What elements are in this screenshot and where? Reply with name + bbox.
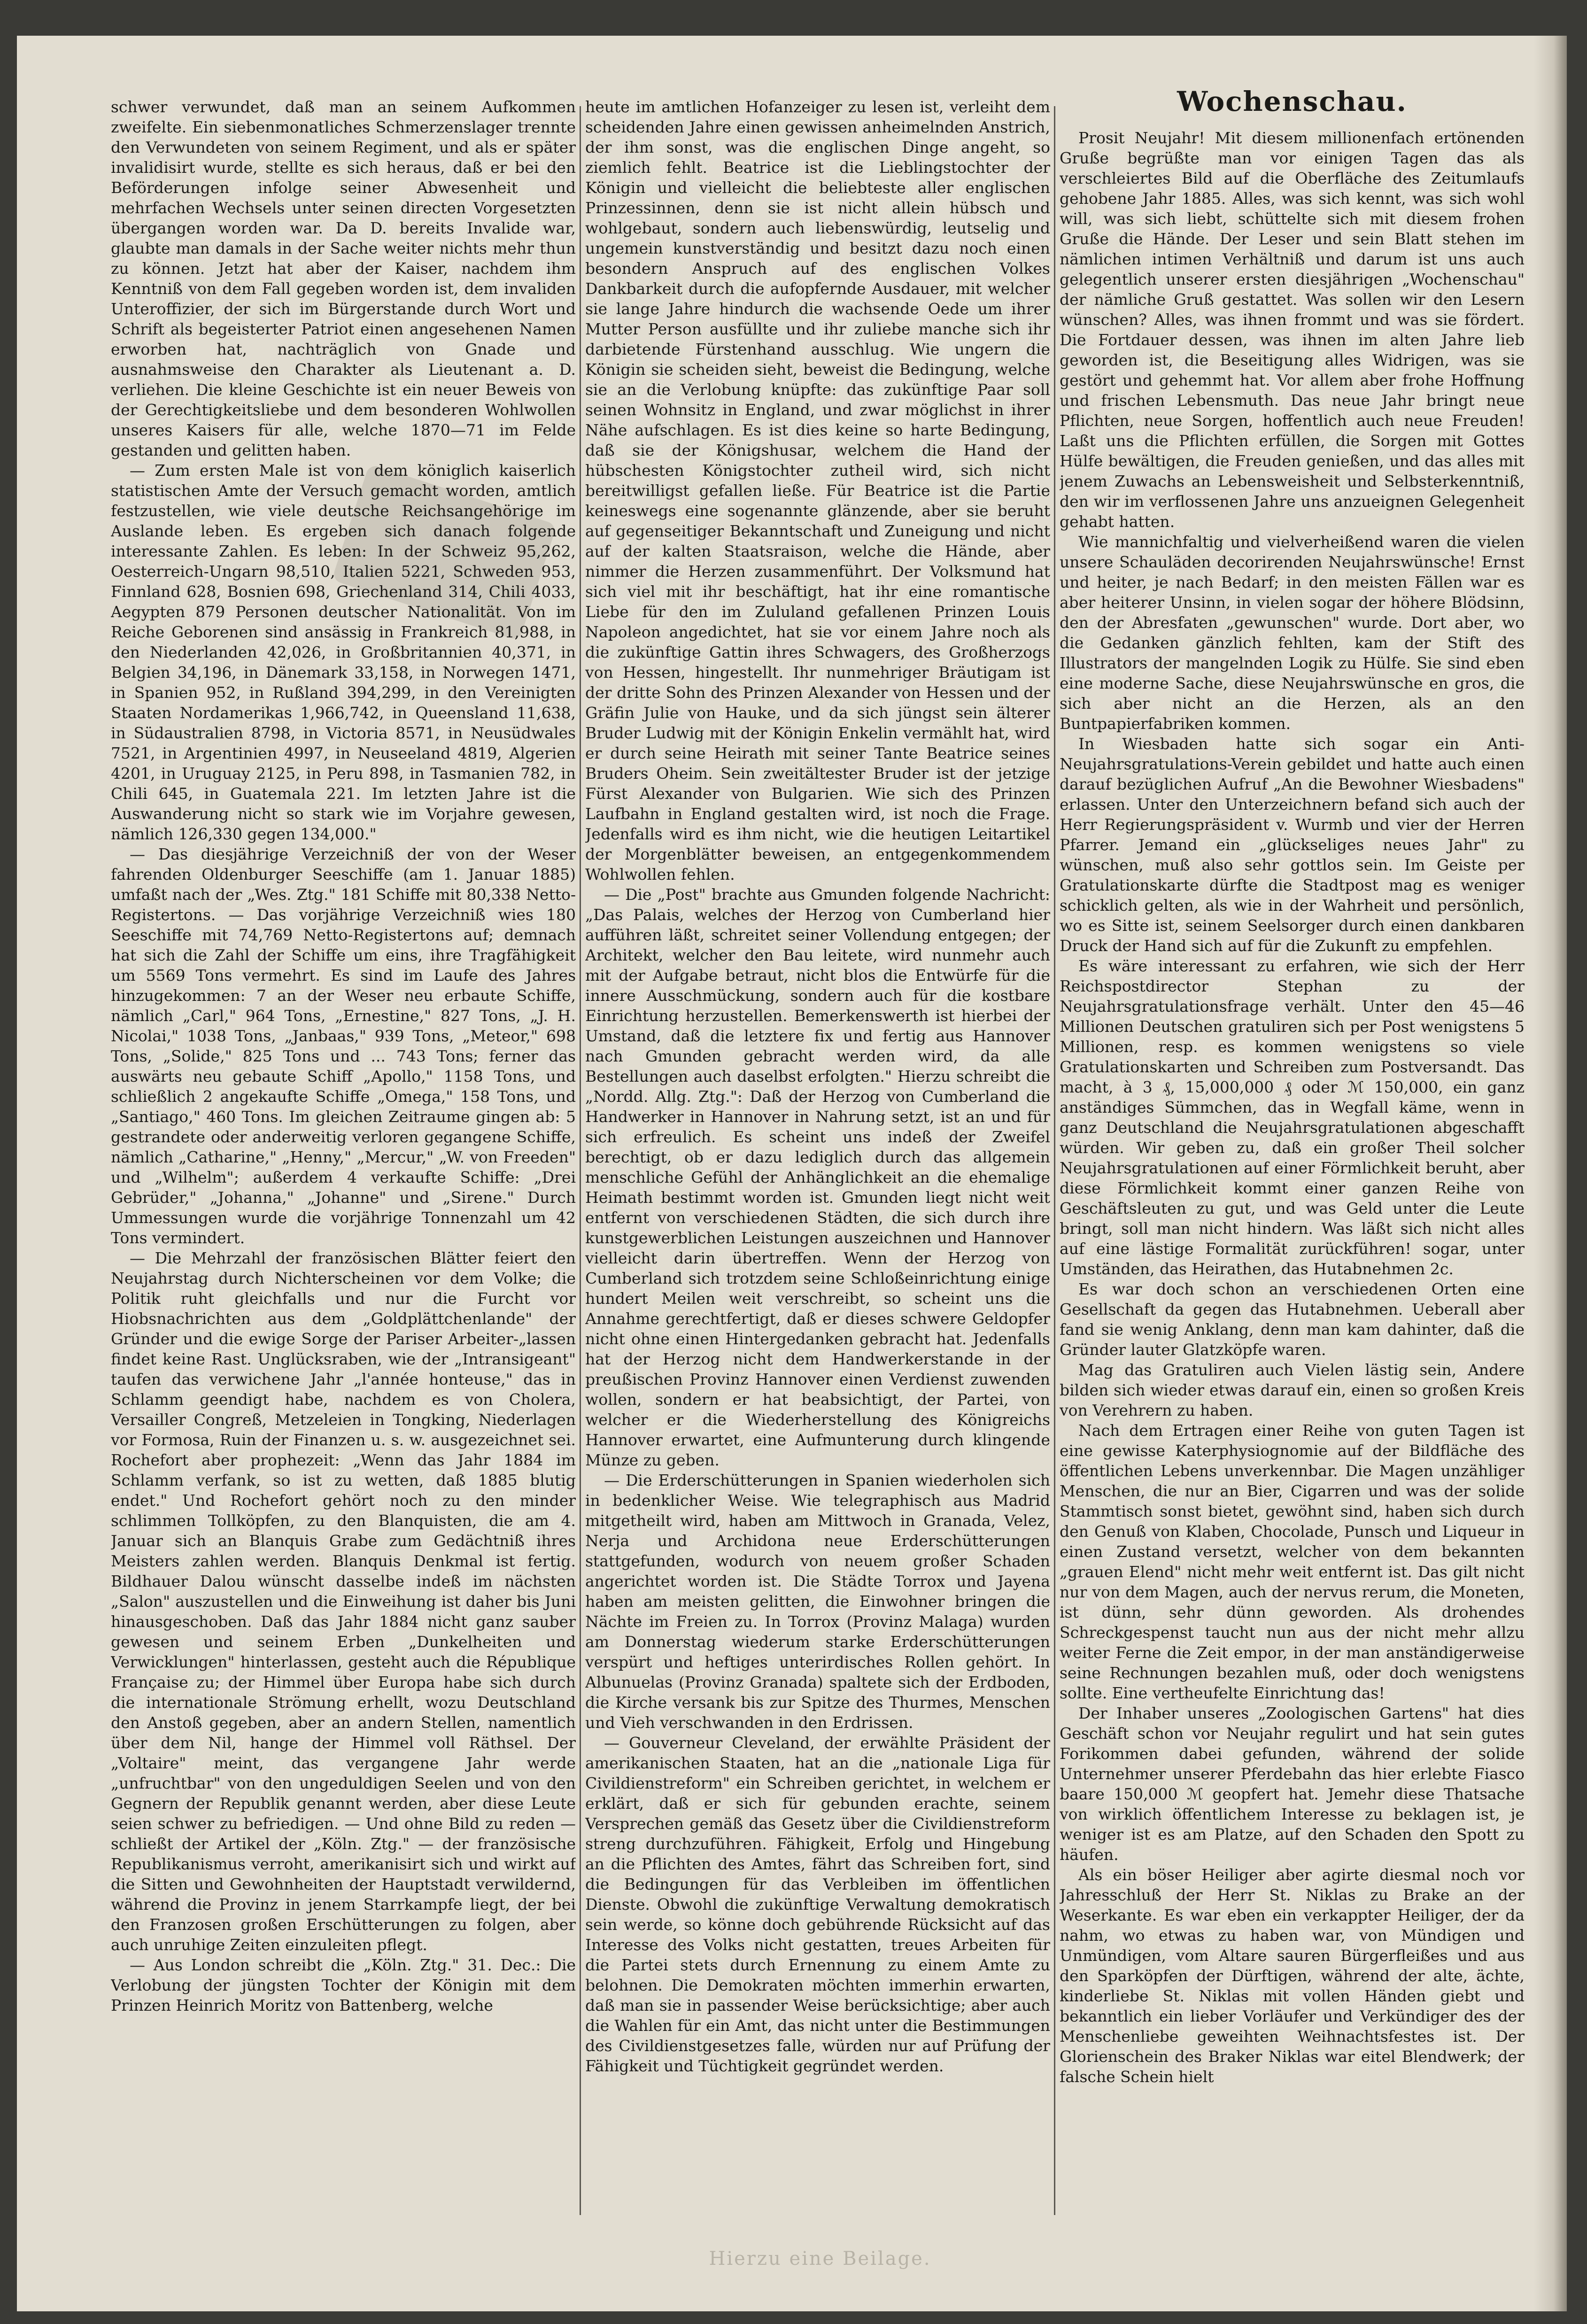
paragraph: — Die Erderschütterungen in Spanien wiederholen sich in bedenklicher Weise. Wie telegraphisch aus Madrid mitgetheilt wird, haben am Mittwoch in Granada, Velez, Nerja und Archidona neue Erderschütterungen stattgefunden, wodurch von neuem großer Schaden angerichtet worden ist. Die Städte Torrox und Jayena haben am meisten gelitten, die Einwohner bringen die Nächte im Freien zu. In Torrox (Provinz Malaga) wurden am Donnerstag wiederum starke Erderschütterungen verspürt und heftiges unterirdisches Rollen gehört. In Albunuelas (Provinz Granada) spaltete sich der Erdboden, die Kirche versank bis zur Spitze des Thurmes, Menschen und Vieh verschwanden in den Erdrissen. bbox=[585, 1471, 1050, 1732]
paragraph: Als ein böser Heiliger aber agirte diesmal noch vor Jahresschluß der Herr St. Niklas zu Brake an der Weserkante. Es war eben ein verkappter Heiliger, der da nahm, wo etwas zu haben war, von Mündigen und Unmündigen, vom Altare sauren Bürgerfleißes und aus den Sparköpfen der Dürftigen, während der alte, ächte, kinderliebe St. Niklas mit vollen Händen giebt und bekanntlich ein lieber Vorläufer und Verkündiger des der Menschenliebe geweihten Weihnachtsfestes ist. Der Glorienschein des Braker Niklas war eitel Blendwerk; der falsche Schein hielt bbox=[1060, 1866, 1525, 2086]
column-left bbox=[111, 97, 576, 2224]
paragraph: heute im amtlichen Hofanzeiger zu lesen ist, verleiht dem scheidenden Jahre einen gewissen anheimelnden Anstrich, der ihm sonst, was die englischen Dinge angeht, so ziemlich fehlt. Beatrice ist die Lieblingstochter der Königin und vielleicht die beliebteste aller englischen Prinzessinnen, denn sie ist nicht allein hübsch und wohlgebaut, sondern auch liebenswürdig, leutselig und ungemein kunstverständig und besitzt dazu noch einen besondern Anspruch auf des englischen Volkes Dankbarkeit durch die aufopfernde Ausdauer, mit welcher sie lange Jahre hindurch die wachsende Oede um ihrer Mutter Person ausfüllte und ihr zuliebe manche sich ihr darbietende Fürstenhand ausschlug. Wie ungern die Königin sie scheiden sieht, beweist die Bedingung, welche sie an die Verlobung knüpfte: das zukünftige Paar soll seinen Wohnsitz in England, und zwar möglichst in ihrer Nähe aufschlagen. Es ist dies keine so harte Bedingung, daß sie der Königshusar, welchem die Hand der hübschesten Königstochter zutheil wird, sich nicht bereitwilligst gefallen ließe. Für Beatrice ist die Partie keineswegs eine sogenannte glänzende, aber sie beruht auf gegenseitiger Bekanntschaft und Zuneigung und nicht auf der kalten Staatsraison, welche die Hände, aber nimmer die Herzen zusammenführt. Der Volksmund hat sich viel mit ihr beschäftigt, hat ihr eine romantische Liebe für den im Zululand gefallenen Prinzen Louis Napoleon angedichtet, hat sie vor einem Jahre noch als die zukünftige Gattin ihres Schwagers, des Großherzogs von Hessen, hingestellt. Ihr nunmehriger Bräutigam ist der dritte Sohn des Prinzen Alexander von Hessen und der Gräfin Julie von Hauke, und da sich jüngst sein älterer Bruder Ludwig mit der Königin Enkelin vermählt hat, wird er durch seine Heirath mit seiner Tante Beatrice seines Bruders Oheim. Sein zweitältester Bruder ist der jetzige Fürst Alexander von Bulgarien. Wie sich des Prinzen Laufbahn in England gestalten wird, ist noch die Frage. Jedenfalls wird es ihm nicht, wie die heutigen Leitartikel der Morgenblätter beweisen, an entgegenkommendem Wohlwollen fehlen. bbox=[585, 98, 1050, 883]
paragraph: Wie mannichfaltig und vielverheißend waren die vielen unsere Schauläden decorirenden Neujahrswünsche! Ernst und heiter, je nach Bedarf; in den meisten Fällen war es aber heiterer Unsinn, in vielen sogar der höhere Blödsinn, den der Abresfaten „gewunschen" wurde. Dort aber, wo die Gedanken gänzlich fehlten, kam der Stift des Illustrators der mangelnden Logik zu Hülfe. Sie sind eben eine moderne Sache, diese Neujahrswünsche en gros, die sich aber nicht an die Herzen, als an den Buntpapierfabriken kommen. bbox=[1060, 533, 1525, 733]
paragraph: In Wiesbaden hatte sich sogar ein Anti-Neujahrsgratulations-Verein gebildet und hatte auch einen darauf bezüglichen Aufruf „An die Bewohner Wiesbadens" erlassen. Unter den Unterzeichnern befand sich auch der Herr Regierungspräsident v. Wurmb und vier der Herren Pfarrer. Jemand ein „glückseliges neues Jahr" zu wünschen, muß also sehr gottlos sein. Im Geiste per Gratulationskarte dürfte die Stadtpost mag es weniger schicklich gelten, als wie in der Wahrheit und persönlich, wo es Sitte ist, seinem Seelsorger durch einen dankbaren Druck der Hand sich auf für die Zukunft zu empfehlen. bbox=[1060, 735, 1525, 955]
paragraph: — Die Mehrzahl der französischen Blätter feiert den Neujahrstag durch Nichterscheinen vor dem Volke; die Politik ruht gleichfalls und nur die Furcht vor Hiobsnachrichten aus dem „Goldplättchenlande" der Gründer und die ewige Sorge der Pariser Arbeiter-„lassen findet keine Rast. Unglücksraben, wie der „Intransigeant" taufen das verwichene Jahr „l'année honteuse," das in Schlamm geendigt habe, nachdem es von Cholera, Versailler Congreß, Metzeleien in Tongking, Niederlagen vor Formosa, Ruin der Finanzen u. s. w. ausgezeichnet sei. Rochefort aber prophezeit: „Wenn das Jahr 1884 im Schlamm verfank, so ist zu wetten, daß 1885 blutig endet." Und Rochefort gehört noch zu den minder schlimmen Tollköpfen, zu den Blanquisten, die am 4. Januar sich an Blanquis Grabe zum Gedächtniß ihres Meisters zahlen werden. Blanquis Denkmal ist fertig. Bildhauer Dalou wünscht dasselbe indeß im nächsten „Salon" auszustellen und die Einweihung ist daher bis Juni hinausgeschoben. Daß das Jahr 1884 nicht ganz sauber gewesen und seinem Erben „Dunkelheiten und Verwicklungen" hinterlassen, gesteht auch die République Française zu; der Himmel über Europa habe sich durch die internationale Strömung erhellt, wozu Deutschland den Anstoß gegeben, aber an andern Stellen, namentlich über dem Nil, hange der Himmel voll Räthsel. Der „Voltaire" meint, das vergangene Jahr werde „unfruchtbar" von den ungeduldigen Seelen und von den Gegnern der Republik genannt werden, aber diese Leute seien schwer zu befriedigen. — Und ohne Bild zu reden — schließt der Artikel der „Köln. Ztg." — der französische Republikanismus verroht, amerikanisirt sich und wirkt auf die Sitten und Gewohnheiten der Hauptstadt verwildernd, während die Provinz in jenem Starrkampfe liegt, der bei den Franzosen großen Erschütterungen zu folgen, aber auch unruhige Zeiten einzuleiten pflegt. bbox=[111, 1249, 576, 1954]
newspaper-page bbox=[17, 36, 1567, 2311]
paragraph: Mag das Gratuliren auch Vielen lästig sein, Andere bilden sich wieder etwas darauf ein, einen so großen Kreis von Verehrern zu haben. bbox=[1060, 1361, 1525, 1419]
paragraph: schwer verwundet, daß man an seinem Aufkommen zweifelte. Ein siebenmonatliches Schmerzenslager trennte den Verwundeten von seinem Regiment, und als er später invalidisirt wurde, stellte es sich heraus, daß er bei den Beförderungen infolge seiner Abwesenheit und mehrfachen Wechsels unter seinen directen Vorgesetzten übergangen worden war. Da D. bereits Invalide war, glaubte man damals in der Sache weiter nichts mehr thun zu können. Jetzt hat aber der Kaiser, nachdem ihm Kenntniß von dem Fall gegeben worden ist, dem invaliden Unteroffizier, der sich im Bürgerstande durch Wort und Schrift als begeisterter Patriot einen angesehenen Namen erworben hat, nachträglich von Gnade und ausnahmsweise den Charakter als Lieutenant a. D. verliehen. Die kleine Geschichte ist ein neuer Beweis von der Gerechtigkeitsliebe und dem besonderen Wohlwollen unseres Kaisers für alle, welche 1870—71 im Felde gestanden und gelitten haben. bbox=[111, 98, 576, 459]
paragraph: Es wäre interessant zu erfahren, wie sich der Herr Reichspostdirector Stephan zu der Neujahrsgratulationsfrage verhält. Unter den 45—46 Millionen Deutschen gratuliren sich per Post wenigstens 5 Millionen, resp. es kommen wenigstens so viele Gratulationskarten und Schreiben zum Postversandt. Das macht, à 3 ₰, 15,000,000 ₰ oder ℳ 150,000, ein ganz anständiges Sümmchen, das in Wegfall käme, wenn in ganz Deutschland die Neujahrsgratulationen abgeschafft würden. Wir geben zu, daß ein großer Theil solcher Neujahrsgratulationen auf einer Förmlichkeit beruht, aber diese Förmlichkeit kommt einer ganzen Reihe von Geschäftsleuten zu gut, und was Geld unter die Leute bringt, soll man nicht hindern. Was läßt sich nicht alles auf eine lästige Formalität zurückführen! sogar, unter Umständen, das Heirathen, das Hutabnehmen 2c. bbox=[1060, 957, 1525, 1278]
paragraph: — Das diesjährige Verzeichniß der von der Weser fahrenden Oldenburger Seeschiffe (am 1. Januar 1885) umfaßt nach der „Wes. Ztg." 181 Schiffe mit 80,338 Netto-Registertons. — Das vorjährige Verzeichniß wies 180 Seeschiffe mit 74,769 Netto-Registertons auf; demnach hat sich die Zahl der Schiffe um eins, ihre Tragfähigkeit um 5569 Tons vermehrt. Es sind im Laufe des Jahres hinzugekommen: 7 an der Weser neu erbaute Schiffe, nämlich „Carl," 964 Tons, „Ernestine," 827 Tons, „J. H. Nicolai," 1038 Tons, „Janbaas," 939 Tons, „Meteor," 698 Tons, „Solide," 825 Tons und ... 743 Tons; ferner das auswärts neu gebaute Schiff „Apollo," 1158 Tons, und schließlich 2 angekaufte Schiffe „Omega," 158 Tons, und „Santiago," 460 Tons. Im gleichen Zeitraume gingen ab: 5 gestrandete oder anderweitig verloren gegangene Schiffe, nämlich „Catharine," „Henny," „Mercur," „W. von Freeden" und „Wilhelm"; außerdem 4 verkaufte Schiffe: „Drei Gebrüder," „Johanna," „Johanne" und „Sirene." Durch Ummessungen wurde die vorjährige Tonnenzahl um 42 Tons vermindert. bbox=[111, 845, 576, 1247]
column-divider-1 bbox=[580, 106, 581, 2215]
paragraph: — Zum ersten Male ist von dem königlich kaiserlich statistischen Amte der Versuch gemacht worden, amtlich festzustellen, wie viele deutsche Reichsangehörige im Auslande leben. Es ergeben sich danach folgende interessante Zahlen. Es leben: In der Schweiz 95,262, Oesterreich-Ungarn 98,510, Italien 5221, Schweden 953, Finnland 628, Bosnien 698, Griechenland 314, Chili 4033, Aegypten 879 Personen deutscher Nationalität. Von im Reiche Geborenen sind ansässig in Frankreich 81,988, in den Niederlanden 42,026, in Großbritannien 40,371, in Belgien 34,196, in Dänemark 33,158, in Norwegen 1471, in Spanien 952, in Rußland 394,299, in den Vereinigten Staaten Nordamerikas 1,966,742, in Queensland 11,638, in Südaustralien 8798, in Victoria 8571, in Neusüdwales 7521, in Argentinien 4997, in Neuseeland 4819, Algerien 4201, in Uruguay 2125, in Peru 898, in Tasmanien 782, in Chili 645, in Guatemala 221. Im letzten Jahre ist die Auswanderung nicht so stark wie im Vorjahre gewesen, nämlich 126,330 gegen 134,000." bbox=[111, 461, 576, 843]
column-divider-2 bbox=[1054, 106, 1055, 2215]
column-right bbox=[1060, 83, 1525, 2224]
paragraph: — Gouverneur Cleveland, der erwählte Präsident der amerikanischen Staaten, hat an die „nationale Liga für Civildienstreform" ein Schreiben gerichtet, in welchem er erklärt, daß er sich für gebunden erachte, seinem Versprechen gemäß das Gesetz über die Civildienstreform streng durchzuführen. Fähigkeit, Erfolg und Hingebung an die Pflichten des Amtes, fährt das Schreiben fort, sind die Bedingungen für das Verbleiben im öffentlichen Dienste. Obwohl die zukünftige Verwaltung demokratisch sein werde, so könne doch gebührende Rücksicht auf das Interesse des Volks nicht gestatten, treues Arbeiten für die Partei stets durch Ernennung zu einem Amte zu belohnen. Die Demokraten möchten immerhin erwarten, daß man sie in passender Weise berücksichtige; aber auch die Wahlen für ein Amt, das nicht unter die Bestimmungen des Civildienstgesetzes falle, würden nur auf Prüfung der Fähigkeit und Tüchtigkeit gegründet werden. bbox=[585, 1734, 1050, 2075]
paragraph: Es war doch schon an verschiedenen Orten eine Gesellschaft da gegen das Hutabnehmen. Ueberall aber fand sie wenig Anklang, denn man kam dahinter, daß die Gründer lauter Glatzköpfe waren. bbox=[1060, 1280, 1525, 1359]
section-heading: Wochenschau. bbox=[1177, 85, 1407, 117]
column-middle bbox=[585, 97, 1050, 2224]
paragraph: Prosit Neujahr! Mit diesem millionenfach ertönenden Gruße begrüßte man vor einigen Tagen das als verschleiertes Bild auf die Oberfläche des Zeitumlaufs gehobene Jahr 1885. Alles, was sich kennt, was sich wohl will, was sich liebt, schüttelte sich mit diesem frohen Gruße die Hände. Der Leser und sein Blatt stehen im nämlichen intimen Verhältniß und darum ist uns auch gelegentlich unserer ersten diesjährigen „Wochenschau" der nämliche Gruß gestattet. Was sollen wir den Lesern wünschen? Alles, was ihnen frommt und was sie fördert. Die Fortdauer dessen, was ihnen im alten Jahre lieb geworden ist, die Beseitigung alles Widrigen, was sie gestört und gehemmt hat. Vor allem aber frohe Hoffnung und frischen Lebensmuth. Das neue Jahr bringt neue Pflichten, neue Sorgen, hoffentlich auch neue Freuden! Laßt uns die Pflichten erfüllen, die Sorgen mit Gottes Hülfe bewältigen, die Freuden genießen, und das alles mit jenem Zuwachs an Lebensweisheit und Selbsterkenntniß, den wir im verflossenen Jahre uns anzueignen Gelegenheit gehabt hatten. bbox=[1060, 129, 1525, 531]
paragraph: Der Inhaber unseres „Zoologischen Gartens" hat dies Geschäft schon vor Neujahr regulirt und hat sein gutes Forikommen dabei gefunden, während der solide Unternehmer unserer Pferdebahn das hier erlebte Fiasco baare 150,000 ℳ geopfert hat. Jemehr diese Thatsache von wirklich öffentlichem Interesse zu beklagen ist, je weniger ist es am Platze, auf den Schaden den Spott zu häufen. bbox=[1060, 1704, 1525, 1864]
faint-footer-note: Hierzu eine Beilage. bbox=[709, 2248, 931, 2270]
page-edge-shadow bbox=[1534, 36, 1567, 2311]
paragraph: — Aus London schreibt die „Köln. Ztg." 31. Dec.: Die Verlobung der jüngsten Tochter der Königin mit dem Prinzen Heinrich Moritz von Battenberg, welche bbox=[111, 1956, 576, 2014]
paragraph: — Die „Post" brachte aus Gmunden folgende Nachricht: „Das Palais, welches der Herzog von Cumberland hier aufführen läßt, schreitet seiner Vollendung entgegen; der Architekt, welcher den Bau leitete, wird nunmehr auch mit der Aufgabe betraut, nicht blos die Entwürfe für die innere Ausschmückung, sondern auch für die kostbare Einrichtung herzustellen. Bemerkenswerth ist hierbei der Umstand, daß die letztere fix und fertig aus Hannover nach Gmunden gebracht werden wird, da alle Bestellungen auch daselbst erfolgten." Hierzu schreibt die „Nordd. Allg. Ztg.": Daß der Herzog von Cumberland die Handwerker in Hannover in Nahrung setzt, ist an und für sich erfreulich. Es scheint uns indeß der Zweifel berechtigt, ob er dazu lediglich durch das allgemein menschliche Gefühl der Anhänglichkeit an die ehemalige Heimath bestimmt worden ist. Gmunden liegt nicht weit entfernt von verschiedenen Städten, die sich durch ihre kunstgewerblichen Leistungen auszeichnen und Hannover vielleicht darin übertreffen. Wenn der Herzog von Cumberland sich trotzdem seine Schloßeinrichtung einige hundert Meilen weit verschreibt, so scheint uns die Annahme gerechtfertigt, daß er dieses schwere Geldopfer nicht ohne einen Hintergedanken gebracht hat. Jedenfalls hat der Herzog nicht dem Handwerkerstande in der preußischen Provinz Hannover einen Verdienst zuwenden wollen, sondern er hat beabsichtigt, der Partei, von welcher er die Wiederherstellung des Königreichs Hannover erwartet, eine Aufmunterung durch klingende Münze zu geben. bbox=[585, 885, 1050, 1469]
paragraph: Nach dem Ertragen einer Reihe von guten Tagen ist eine gewisse Katerphysiognomie auf der Bildfläche des öffentlichen Lebens unverkennbar. Die Magen unzähliger Menschen, die nur an Bier, Cigarren und was der solide Stammtisch sonst bietet, gewöhnt sind, haben sich durch den Genuß von Klaben, Chocolade, Punsch und Liqueur in einen Zustand versetzt, welcher von dem bekannten „grauen Elend" nicht mehr weit entfernt ist. Das gilt nicht nur von dem Magen, auch der nervus rerum, die Moneten, ist dünn, sehr dünn geworden. Als drohendes Schreckgespenst taucht nun aus der nicht mehr allzu weiter Ferne die Zeit empor, in der man anständigerweise seine Rechnungen bezahlen muß, oder doch wenigstens sollte. Eine vertheufelte Einrichtung das! bbox=[1060, 1421, 1525, 1702]
